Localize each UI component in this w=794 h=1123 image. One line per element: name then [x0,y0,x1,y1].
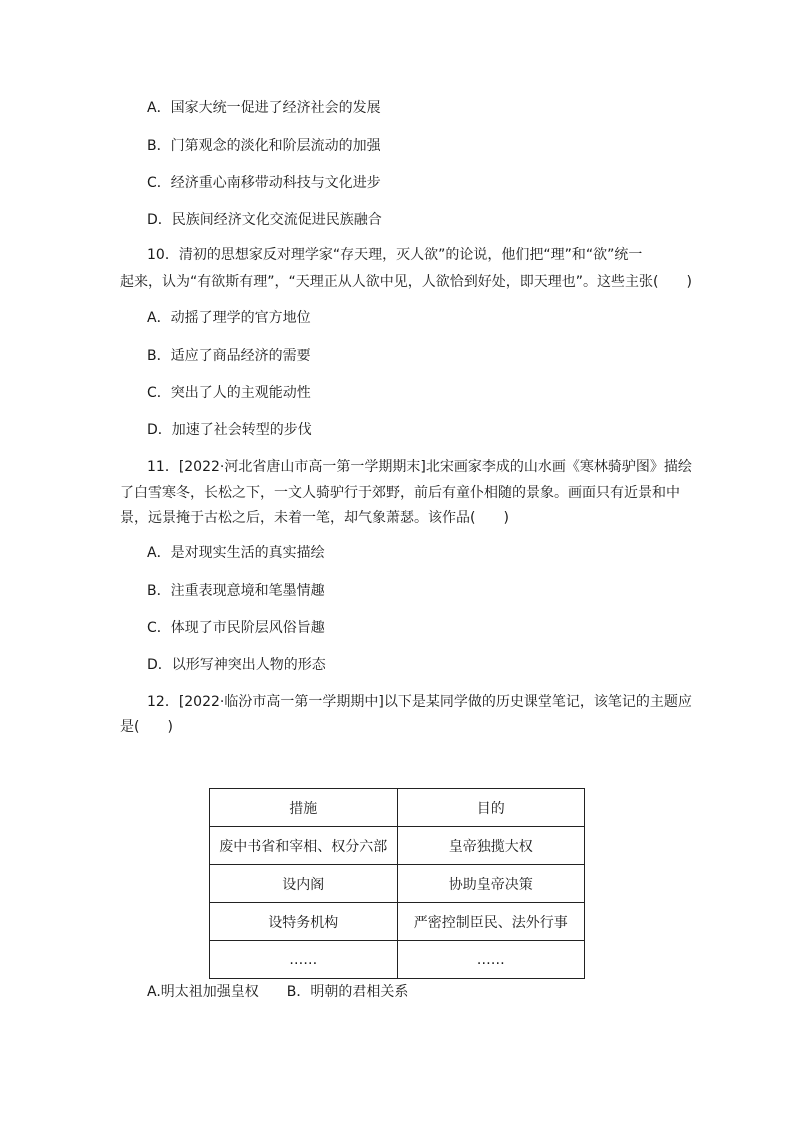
q11-stem-line1: 11．[2022·河北省唐山市高一第一学期期末]北宋画家李成的山水画《寒林骑驴图》描绘 [147,459,692,475]
table-row [210,903,585,941]
q10-stem-line2: 起来，认为“有欲斯有理”，“天理正从人欲中见，人欲恰到好处，即天理也”。这些主张( ) [120,274,692,290]
q9-option-a: A．国家大统一促进了经济社会的发展 [147,100,381,116]
table-cell-purpose: 皇帝独揽大权 [397,827,585,865]
q10-option-b: B．适应了商品经济的需要 [147,348,311,364]
q12-stem-line1: 12．[2022·临汾市高一第一学期期中]以下是某同学做的历史课堂笔记，该笔记的主题应 [147,694,692,710]
q11-option-b: B．注重表现意境和笔墨情趣 [147,583,325,599]
table-header-purpose: 目的 [397,789,585,827]
q11-option-a: A．是对现实生活的真实描绘 [147,545,325,561]
table-cell-purpose: …… [397,941,585,979]
q11-stem-line2: 了白雪寒冬，长松之下，一文人骑驴行于郊野，前后有童仆相随的景象。画面只有近景和中 [120,485,680,501]
q12-stem-line2: 是( ) [120,719,173,735]
q9-option-d: D．民族间经济文化交流促进民族融合 [147,212,382,228]
table-header-measures: 措施 [210,789,398,827]
table-cell-measure: 废中书省和宰相、权分六部 [210,827,398,865]
table-row [210,827,585,865]
q9-option-c: C．经济重心南移带动科技与文化进步 [147,175,381,191]
q11-option-c: C．体现了市民阶层风俗旨趣 [147,620,325,636]
q10-stem-line1: 10．清初的思想家反对理学家“存天理，灭人欲”的论说，他们把“理”和“欲”统一 [147,247,643,263]
q11-stem-line3: 景，远景掩于古松之后，未着一笔，却气象萧瑟。该作品( ) [120,510,509,526]
q10-option-c: C．突出了人的主观能动性 [147,385,311,401]
table-row [210,865,585,903]
q10-option-a: A．动摇了理学的官方地位 [147,310,311,326]
table-header-row [210,789,585,827]
q11-option-d: D．以形写神突出人物的形态 [147,657,326,673]
q10-option-d: D．加速了社会转型的步伐 [147,422,312,438]
table-cell-measure: 设特务机构 [210,903,398,941]
table-cell-measure: …… [210,941,398,979]
table-cell-purpose: 严密控制臣民、法外行事 [397,903,585,941]
table-cell-purpose: 协助皇帝决策 [397,865,585,903]
q9-option-b: B．门第观念的淡化和阶层流动的加强 [147,138,381,154]
class-notes-table [209,788,585,979]
table-row [210,941,585,979]
q12-options-line: A.明太祖加强皇权 B．明朝的君相关系 [147,984,409,1000]
table-cell-measure: 设内阁 [210,865,398,903]
